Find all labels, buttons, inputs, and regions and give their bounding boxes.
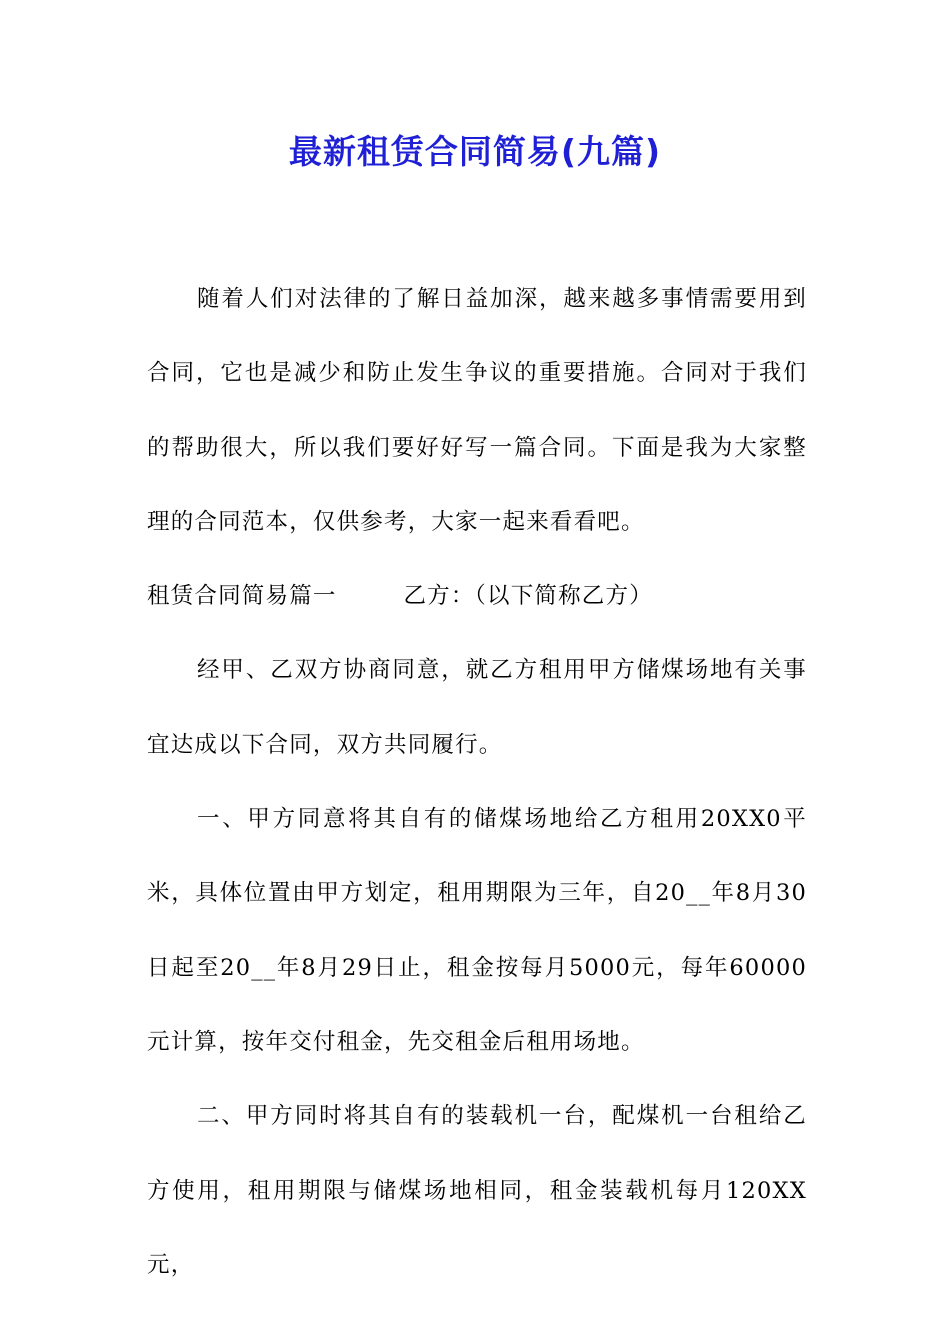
clause-1-paragraph: 一、甲方同意将其自有的储煤场地给乙方租用20XX0平米，具体位置由甲方划定，租用期限为三年，自20__年8月30日起至20__年8月29日止，租金按每月5000元，每年60000元计算，按年交付租金，先交租金后租用场地。 [147, 806, 807, 1055]
agreement-paragraph: 经甲、乙双方协商同意，就乙方租用甲方储煤场地有关事宜达成以下合同，双方共同履行。 [147, 657, 807, 758]
intro-paragraph: 随着人们对法律的了解日益加深，越来越多事情需要用到合同，它也是减少和防止发生争议的重要措施。合同对于我们的帮助很大，所以我们要好好写一篇合同。下面是我为大家整理的合同范本，仅供参考，大家一起来看看吧。 [147, 286, 807, 535]
clause-2-paragraph: 二、甲方同时将其自有的装载机一台，配煤机一台租给乙方使用，租用期限与储煤场地相同，租金装载机每月120XX元， [147, 1103, 807, 1278]
document-title: 最新租赁合同简易(九篇) [288, 132, 662, 171]
section-heading: 租赁合同简易篇一 [147, 583, 337, 610]
party-b-line: 乙方：（以下简称乙方） [403, 583, 653, 610]
section-heading-line [147, 559, 807, 633]
document-body [147, 262, 807, 1302]
